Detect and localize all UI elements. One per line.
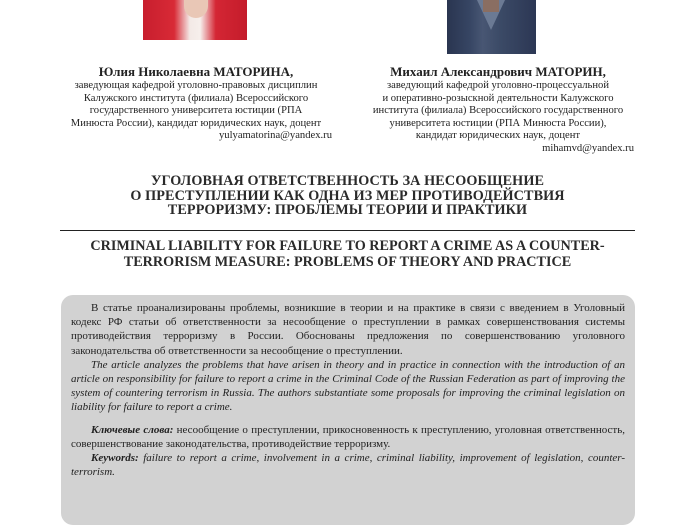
author-affiliation-line: государственного университета юстиции (РПА bbox=[89, 105, 303, 117]
author-affiliation-line: заведующий кафедрой уголовно-процессуальной bbox=[386, 80, 610, 91]
title-divider bbox=[60, 230, 635, 231]
keywords-en-text: failure to report a crime, involvement in a crime, criminal liability, improvement of legislation, counter-terrorism. bbox=[71, 452, 626, 479]
author-affiliation-line: Минюста России), кандидат юридических наук, доцент bbox=[70, 117, 322, 129]
author-affiliation-line: университета юстиции (РПА Минюста России), bbox=[389, 117, 607, 129]
author-affiliation-line: кандидат юридических наук, доцент bbox=[415, 130, 581, 142]
title-line: О ПРЕСТУПЛЕНИИ КАК ОДНА ИЗ МЕР ПРОТИВОДЕЙСТВИЯ bbox=[130, 187, 565, 204]
neck-shape bbox=[483, 0, 499, 12]
article-title-en bbox=[60, 238, 635, 270]
title-line: TERRORISM MEASURE: PROBLEMS OF THEORY AND PRACTICE bbox=[123, 254, 572, 270]
author-photo-right bbox=[447, 0, 536, 54]
author-info-left bbox=[60, 64, 332, 143]
title-line: CRIMINAL LIABILITY FOR FAILURE TO REPORT A CRIME AS A COUNTER- bbox=[90, 238, 605, 254]
article-title-ru bbox=[60, 174, 635, 218]
abstract-en: The article analyzes the problems that have arisen in theory and in practice in connection with the introduction of an article on responsibility for failure to report a crime in the Criminal Code of the Russian Federation as part of improving the system of countering terrorism in Russia. The authors substantiate some proposals for improving the criminal legislation on liability for failure to report a crime. bbox=[71, 358, 625, 414]
face-shape bbox=[184, 0, 208, 18]
author-email[interactable]: mihamvd@yandex.ru bbox=[542, 142, 634, 154]
author-email[interactable]: yulyamatorina@yandex.ru bbox=[218, 130, 332, 142]
keywords-en bbox=[71, 451, 625, 479]
keywords-ru-text: несообщение о преступлении, прикосновенность к преступлению, уголовная ответственность, совершенствование законодательства, противодействие терроризму. bbox=[71, 423, 625, 450]
title-line: УГОЛОВНАЯ ОТВЕТСТВЕННОСТЬ ЗА НЕСООБЩЕНИЕ bbox=[150, 173, 545, 189]
author-affiliation-line: заведующая кафедрой уголовно-правовых дисциплин bbox=[74, 80, 318, 91]
author-info-right bbox=[362, 64, 634, 156]
title-line: ТЕРРОРИЗМУ: ПРОБЛЕМЫ ТЕОРИИ И ПРАКТИКИ bbox=[167, 202, 528, 219]
author-affiliation-line: Калужского института (филиала) Всероссийского bbox=[83, 92, 309, 104]
author-photo-left bbox=[143, 0, 247, 40]
author-affiliation-line: и оперативно-розыскной деятельности Калужского bbox=[382, 92, 614, 104]
author-name: Михаил Александрович МАТОРИН, bbox=[390, 64, 606, 79]
abstract-box bbox=[61, 295, 635, 525]
abstract-ru: В статье проанализированы проблемы, возникшие в теории и на практике в связи с введением в Уголовный кодекс РФ статьи об ответственности за несообщение о преступлении в рамках совершенствования системы противодействия терроризму в России. Обоснованы предложения по совершенствованию уголовного законодательства об ответственности за несообщение о преступлении. bbox=[71, 302, 625, 357]
keywords-en-label: Keywords: bbox=[91, 452, 139, 465]
keywords-ru-label: Ключевые слова: bbox=[91, 423, 174, 436]
keywords-ru bbox=[71, 423, 625, 451]
author-name: Юлия Николаевна МАТОРИНА, bbox=[98, 64, 294, 79]
author-affiliation-line: института (филиала) Всероссийского государственного bbox=[372, 105, 624, 117]
